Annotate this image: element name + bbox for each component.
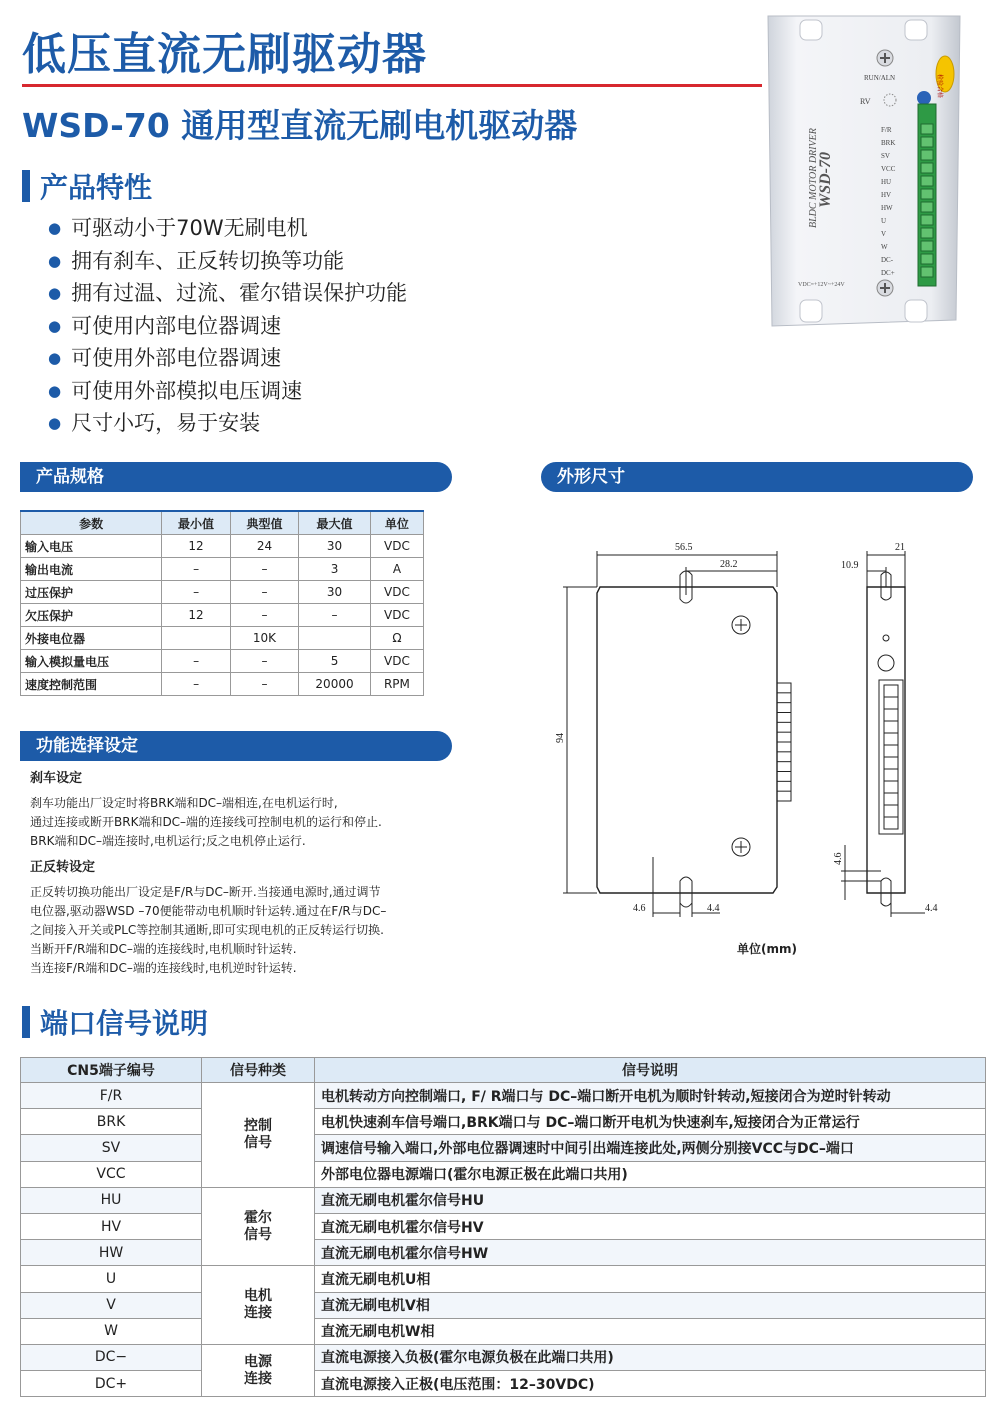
- text-line: 电位器,驱动器WSD –70便能带动电机顺时针运转.通过在F/R与DC–: [30, 904, 387, 918]
- signal-desc: 调速信号输入端口,外部电位器调速时中间引出端连接此处,两侧分别接VCC与DC–端口: [315, 1135, 986, 1161]
- terminal-screw: [921, 241, 933, 251]
- signal-desc: 直流无刷电机W相: [315, 1318, 986, 1344]
- spec-param: 过压保护: [21, 581, 162, 604]
- signal-type: [202, 1266, 315, 1345]
- spec-row: [21, 604, 424, 627]
- features-heading: 产品特性: [40, 171, 153, 204]
- spec-param: 输入电压: [21, 535, 162, 558]
- signal-desc: 直流无刷电机霍尔信号HU: [315, 1187, 986, 1213]
- table-row: [21, 1161, 986, 1187]
- unit-label: 单位(mm): [737, 942, 797, 956]
- terminal-screw: [921, 202, 933, 212]
- spec-cell: 12: [162, 604, 230, 627]
- signal-type-line: 连接: [244, 1305, 272, 1322]
- pin-label: HU: [881, 178, 892, 186]
- port-name: U: [21, 1266, 202, 1292]
- spec-cell: Ω: [370, 627, 423, 650]
- spec-cell: VDC: [370, 581, 423, 604]
- signal-desc: 直流无刷电机霍尔信号HW: [315, 1240, 986, 1266]
- port-name: W: [21, 1318, 202, 1344]
- port-name: HU: [21, 1187, 202, 1213]
- brake-setting: [30, 769, 382, 851]
- pin-label: U: [881, 217, 887, 225]
- table-row: [21, 1083, 986, 1109]
- text-line: 通过连接或断开BRK端和DC–端的连接线可控制电机的运行和停止.: [30, 815, 382, 829]
- signal-desc: 直流电源接入正极(电压范围：12–30VDC): [315, 1371, 986, 1397]
- dim-hole-left: 4.6: [633, 903, 646, 914]
- spec-cell: 30: [299, 581, 371, 604]
- feature-item: ● 拥有过温、过流、霍尔错误保护功能: [48, 277, 407, 310]
- spec-col-header: 典型值: [230, 511, 298, 535]
- page-title: 低压直流无刷驱动器: [22, 29, 427, 80]
- table-row: [21, 1344, 986, 1370]
- dimension-heading: 外形尺寸: [541, 462, 973, 492]
- signal-desc: 电机转动方向控制端口, F/ R端口与 DC–端口断开电机为顺时针转动,短接闭合为逆时针转动: [315, 1083, 986, 1109]
- spec-cell: 20000: [299, 673, 371, 696]
- signal-desc: 外部电位器电源端口(霍尔电源正极在此端口共用): [315, 1161, 986, 1187]
- port-name: VCC: [21, 1161, 202, 1187]
- spec-param: 外接电位器: [21, 627, 162, 650]
- spec-cell: –: [162, 581, 230, 604]
- spec-table: [20, 510, 424, 696]
- pin-label: VCC: [881, 165, 896, 173]
- spec-cell: –: [230, 650, 298, 673]
- ports-col-header: 信号种类: [202, 1058, 315, 1083]
- ports-heading: 端口信号说明: [40, 1007, 209, 1040]
- spec-cell: [162, 627, 230, 650]
- spec-param: 速度控制范围: [21, 673, 162, 696]
- spec-cell: –: [162, 558, 230, 581]
- terminal-screw: [921, 215, 933, 225]
- signal-type-line: 信号: [244, 1226, 272, 1243]
- feature-item: ● 尺寸小巧，易于安装: [48, 407, 407, 440]
- signal-type-line: 控制: [244, 1117, 272, 1134]
- pin-label: SV: [881, 152, 890, 160]
- port-name: HV: [21, 1213, 202, 1239]
- signal-type: [202, 1344, 315, 1396]
- qc-sticker: 检验合格: [936, 74, 943, 99]
- spec-cell: –: [230, 581, 298, 604]
- spec-cell: –: [230, 604, 298, 627]
- dim-depth: 21: [895, 542, 905, 553]
- terminal-screw: [921, 228, 933, 238]
- spec-row: [21, 535, 424, 558]
- spec-cell: 30: [299, 535, 371, 558]
- spec-cell: –: [230, 558, 298, 581]
- text-line: 当断开F/R端和DC–端的连接线时,电机顺时针运转.: [30, 942, 297, 956]
- signal-type-line: 连接: [244, 1370, 272, 1387]
- dim-side-offset: 10.9: [841, 560, 859, 571]
- spec-col-header: 最小值: [162, 511, 230, 535]
- section-marker: [22, 170, 30, 202]
- text-line: 刹车功能出厂设定时将BRK端和DC–端相连,在电机运行时,: [30, 796, 338, 810]
- page-subtitle: WSD-70 通用型直流无刷电机驱动器: [22, 106, 578, 145]
- spec-cell: A: [370, 558, 423, 581]
- terminal-screw: [921, 163, 933, 173]
- spec-row: [21, 581, 424, 604]
- device-brand-text: BLDC MOTOR DRIVER: [808, 128, 819, 228]
- signal-type-line: 电源: [244, 1353, 272, 1370]
- dim-hole-dia: 4.6: [833, 852, 844, 865]
- feature-item: ● 拥有刹车、正反转切换等功能: [48, 245, 407, 278]
- spec-heading: 产品规格: [20, 462, 452, 492]
- feature-item: ● 可驱动小于70W无刷电机: [48, 212, 407, 245]
- feature-item: ● 可使用内部电位器调速: [48, 310, 407, 343]
- spec-cell: VDC: [370, 535, 423, 558]
- signal-type-line: 信号: [244, 1134, 272, 1151]
- device-model-text: WSD-70: [817, 151, 834, 208]
- terminal-screw: [921, 267, 933, 277]
- spec-cell: –: [162, 650, 230, 673]
- port-name: SV: [21, 1135, 202, 1161]
- spec-row: [21, 673, 424, 696]
- pin-label: V: [881, 230, 887, 238]
- text-line: 正反转切换功能出厂设定是F/R与DC–断开.当接通电源时,通过调节: [30, 885, 381, 899]
- spec-cell: –: [299, 604, 371, 627]
- ports-table: [20, 1057, 986, 1397]
- signal-desc: 直流电源接入负极(霍尔电源负极在此端口共用): [315, 1344, 986, 1370]
- port-name: DC−: [21, 1344, 202, 1370]
- pin-label: W: [881, 243, 888, 251]
- direction-text: [30, 883, 386, 978]
- pin-label: HV: [881, 191, 892, 199]
- text-line: 之间接入开关或PLC等控制其通断,即可实现电机的正反转运行切换.: [30, 923, 384, 937]
- table-row: [21, 1135, 986, 1161]
- signal-type-line: 霍尔: [244, 1209, 272, 1226]
- signal-desc: 直流无刷电机霍尔信号HV: [315, 1213, 986, 1239]
- title-divider: [22, 84, 762, 87]
- device-image: [760, 8, 970, 330]
- text-line: BRK端和DC–端连接时,电机运行;反之电机停止运行.: [30, 834, 306, 848]
- spec-cell: [299, 627, 371, 650]
- terminal-screw: [921, 176, 933, 186]
- feature-item: ● 可使用外部模拟电压调速: [48, 375, 407, 408]
- spec-cell: VDC: [370, 604, 423, 627]
- feature-item: ● 可使用外部电位器调速: [48, 342, 407, 375]
- spec-row: [21, 558, 424, 581]
- pin-label: F/R: [881, 126, 892, 134]
- port-name: V: [21, 1292, 202, 1318]
- ports-col-header: 信号说明: [315, 1058, 986, 1083]
- voltage-label: VDC=+12V~+24V: [798, 282, 845, 288]
- port-name: HW: [21, 1240, 202, 1266]
- table-row: [21, 1109, 986, 1135]
- section-marker: [22, 1006, 30, 1038]
- feature-list: [48, 212, 407, 440]
- spec-cell: 10K: [230, 627, 298, 650]
- function-heading: 功能选择设定: [20, 731, 452, 761]
- spec-cell: –: [162, 673, 230, 696]
- port-name: BRK: [21, 1109, 202, 1135]
- spec-cell: 12: [162, 535, 230, 558]
- spec-row: [21, 627, 424, 650]
- terminal-screw: [921, 137, 933, 147]
- spec-cell: 3: [299, 558, 371, 581]
- signal-desc: 电机快速刹车信号端口,BRK端口与 DC–端口断开电机为快速刹车,短接闭合为正常运行: [315, 1109, 986, 1135]
- spec-cell: –: [230, 673, 298, 696]
- table-row: [21, 1292, 986, 1318]
- table-row: [21, 1266, 986, 1292]
- spec-param: 输入模拟量电压: [21, 650, 162, 673]
- pin-label: DC+: [881, 269, 895, 277]
- table-row: [21, 1187, 986, 1213]
- signal-type-line: 电机: [244, 1288, 272, 1305]
- spec-col-header: 参数: [21, 511, 162, 535]
- run-led-label: RUN/ALN: [864, 74, 896, 82]
- dim-hole-right: 4.4: [707, 903, 720, 914]
- spec-param: 输出电流: [21, 558, 162, 581]
- terminal-screw: [921, 189, 933, 199]
- pin-label: BRK: [881, 139, 896, 147]
- port-name: F/R: [21, 1083, 202, 1109]
- rv-label: RV: [860, 97, 871, 106]
- signal-desc: 直流无刷电机U相: [315, 1266, 986, 1292]
- dim-side-hole: 4.4: [925, 903, 938, 914]
- signal-desc: 直流无刷电机V相: [315, 1292, 986, 1318]
- direction-title: 正反转设定: [30, 860, 96, 875]
- table-row: [21, 1240, 986, 1266]
- table-row: [21, 1371, 986, 1397]
- terminal-screw: [921, 150, 933, 160]
- brake-title: 刹车设定: [30, 771, 83, 786]
- terminal-screw: [921, 124, 933, 134]
- port-name: DC+: [21, 1371, 202, 1397]
- direction-setting: [30, 858, 386, 978]
- signal-type: [202, 1187, 315, 1266]
- brake-text: [30, 794, 382, 851]
- terminal-screw: [921, 254, 933, 264]
- dimension-drawing: [545, 535, 965, 965]
- spec-cell: RPM: [370, 673, 423, 696]
- pin-label: DC-: [881, 256, 894, 264]
- table-row: [21, 1213, 986, 1239]
- dim-width-total: 56.5: [675, 542, 693, 553]
- pin-label: HW: [881, 204, 893, 212]
- signal-type: [202, 1083, 315, 1188]
- spec-param: 欠压保护: [21, 604, 162, 627]
- dim-width-half: 28.2: [720, 559, 738, 570]
- spec-col-header: 最大值: [299, 511, 371, 535]
- ports-col-header: CN5端子编号: [21, 1058, 202, 1083]
- dim-height: 94: [555, 733, 566, 743]
- text-line: 当连接F/R端和DC–端的连接线时,电机逆时针运转.: [30, 961, 297, 975]
- table-row: [21, 1318, 986, 1344]
- spec-cell: 5: [299, 650, 371, 673]
- spec-cell: VDC: [370, 650, 423, 673]
- spec-row: [21, 650, 424, 673]
- spec-cell: 24: [230, 535, 298, 558]
- spec-col-header: 单位: [370, 511, 423, 535]
